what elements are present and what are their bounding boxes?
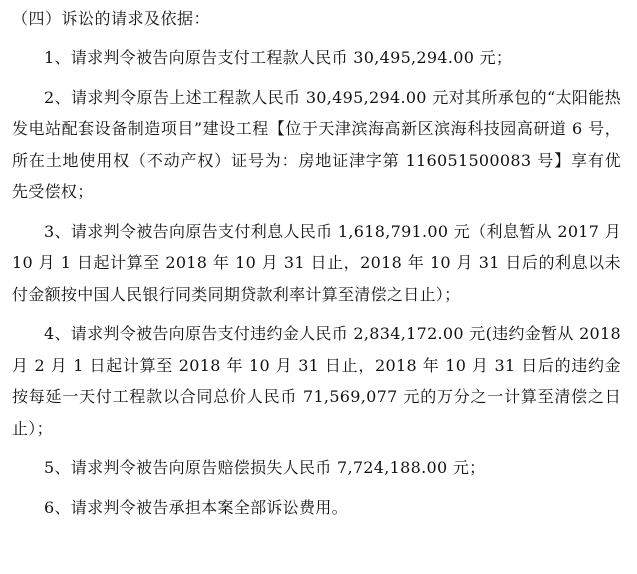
claim-item-4: 4、请求判令被告向原告支付违约金人民币 2,834,172.00 元(违约金暂从 2018 月 2 月 1 日起计算至 2018 年 10 月 31 日止，2018 年 10 月 31 日后的违约金按每延一天付工程款以合同总价人民币 71,569,077 元的万分之一计算至清偿之日止）； xyxy=(12,324,621,438)
claim-item-3: 3、请求判令被告向原告支付利息人民币 1,618,791.00 元（利息暂从 2017 月 10 月 1 日起计算至 2018 年 10 月 31 日止，2018 年 10 月 31 日后的利息以未付金额按中国人民银行同类同期贷款利率计算至清偿之日止）； xyxy=(12,221,621,304)
claim-item-5: 5、请求判令被告向原告赔偿损失人民币 7,724,188.00 元； xyxy=(44,458,486,477)
claim-item-2: 2、请求判令原告上述工程款人民币 30,495,294.00 元对其所承包的“太阳能热发电站配套设备制造项目”建设工程【位于天津滨海高新区滨海科技园高研道 6 号，所在土地使用权（不动产权）证号为：房地证津字第 116051500083 号】享有优先受偿权； xyxy=(12,87,621,201)
claim-item-1: 1、请求判令被告向原告支付工程款人民币 30,495,294.00 元； xyxy=(44,48,513,67)
section-title: （四）诉讼的请求及依据： xyxy=(12,9,211,28)
claim-item-6: 6、请求判令被告承担本案全部诉讼费用。 xyxy=(44,497,348,517)
